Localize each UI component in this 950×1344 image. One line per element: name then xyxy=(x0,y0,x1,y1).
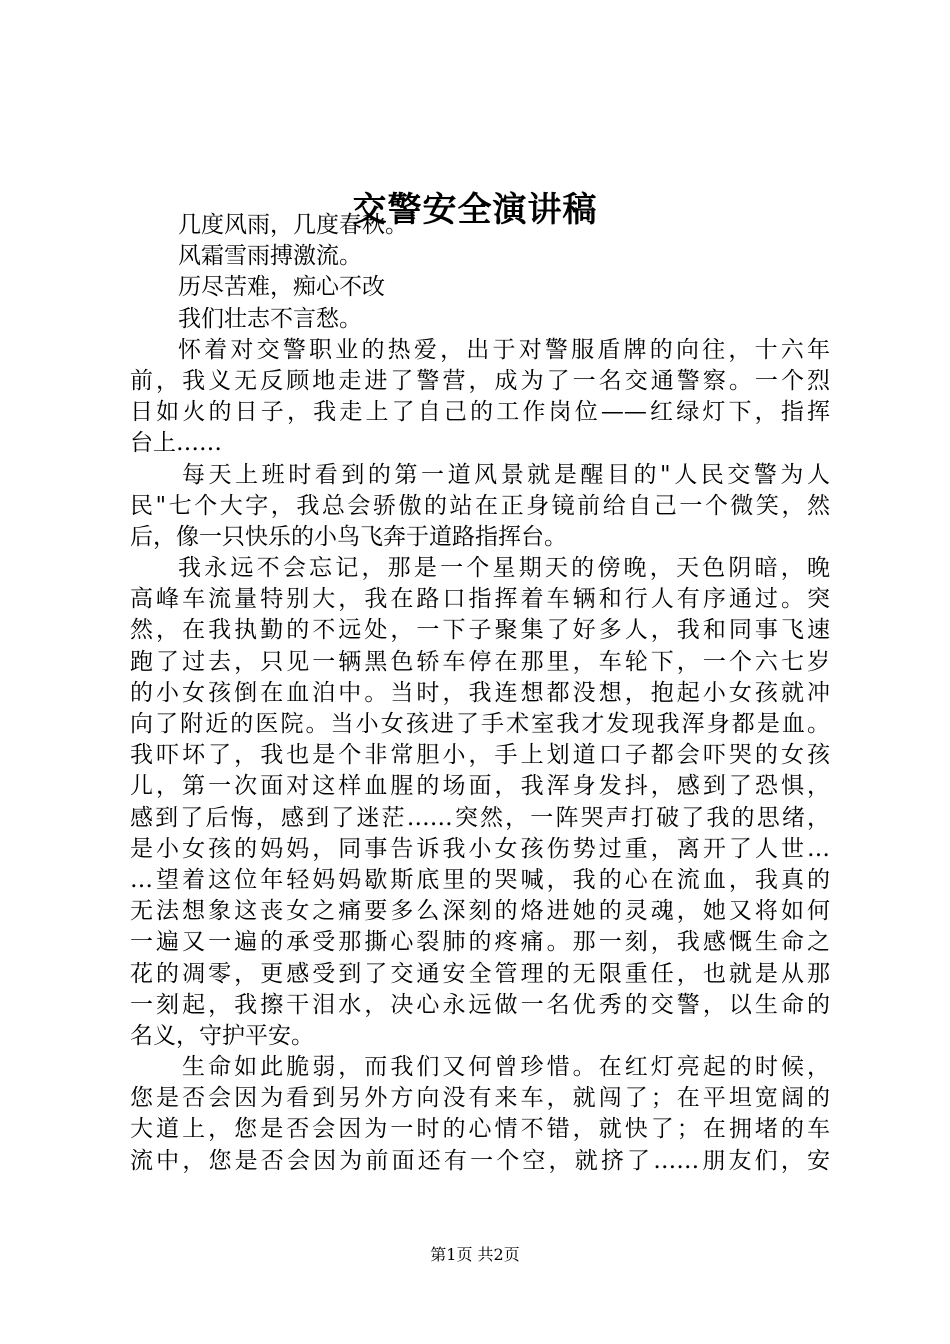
paragraph-line: 大道上，您是否会因为一时的心情不错，就快了；在拥堵的车 xyxy=(130,1116,830,1143)
page-footer: 第1页 共2页 xyxy=(430,1245,520,1264)
paragraph-line: 儿，第一次面对这样血腥的场面，我浑身发抖，感到了恐惧， xyxy=(130,773,830,800)
paragraph-line: 是小女孩的妈妈，同事告诉我小女孩伤势过重，离开了人世… xyxy=(130,835,830,862)
paragraph-line: 一遍又一遍的承受那撕心裂肺的疼痛。那一刻，我感慨生命之 xyxy=(130,929,830,956)
poem-line: 我们壮志不言愁。 xyxy=(178,305,362,332)
paragraph-line: 一刻起，我擦干泪水，决心永远做一名优秀的交警，以生命的 xyxy=(130,991,830,1018)
paragraph-line: 跑了过去，只见一辆黑色轿车停在那里，车轮下，一个六七岁 xyxy=(130,648,830,675)
paragraph-line: 的小女孩倒在血泊中。当时，我连想都没想，抱起小女孩就冲 xyxy=(130,679,830,706)
paragraph-line: 然，在我执勤的不远处，一下子聚集了好多人，我和同事飞速 xyxy=(130,617,830,644)
paragraph-line: …望着这位年轻妈妈歇斯底里的哭喊，我的心在流血，我真的 xyxy=(130,866,830,893)
document-title: 交警安全演讲稿 xyxy=(352,190,598,230)
paragraph-line: 我吓坏了，我也是个非常胆小，手上划道口子都会吓哭的女孩 xyxy=(130,742,830,769)
paragraph-line: 花的凋零，更感受到了交通安全管理的无限重任，也就是从那 xyxy=(130,960,830,987)
paragraph-line: 感到了后悔，感到了迷茫……突然，一阵哭声打破了我的思绪， xyxy=(130,804,830,831)
poem-line: 几度风雨，几度春秋。 xyxy=(178,212,408,238)
paragraph-line: 后，像一只快乐的小鸟飞奔于道路指挥台。 xyxy=(130,523,567,550)
paragraph-line: 名义，守护平安。 xyxy=(130,1022,314,1049)
paragraph-line: 民"七个大字，我总会骄傲的站在正身镜前给自己一个微笑，然 xyxy=(130,492,830,519)
document-body xyxy=(130,210,830,1177)
paragraph-line: 生命如此脆弱，而我们又何曾珍惜。在红灯亮起的时候， xyxy=(182,1054,830,1081)
paragraph-line: 向了附近的医院。当小女孩进了手术室我才发现我浑身都是血。 xyxy=(130,711,830,737)
poem-line: 风霜雪雨搏激流。 xyxy=(178,243,362,270)
paragraph-line: 无法想象这丧女之痛要多么深刻的烙进她的灵魂，她又将如何 xyxy=(130,898,830,925)
paragraph-line: 高峰车流量特别大，我在路口指挥着车辆和行人有序通过。突 xyxy=(130,586,830,613)
paragraph-line: 前，我义无反顾地走进了警营，成为了一名交通警察。一个烈 xyxy=(130,367,830,394)
paragraph-line: 台上…… xyxy=(130,430,222,457)
paragraph-line: 日如火的日子，我走上了自己的工作岗位——红绿灯下，指挥 xyxy=(130,399,830,426)
paragraph-line: 流中，您是否会因为前面还有一个空，就挤了……朋友们，安 xyxy=(130,1147,830,1174)
paragraph-line: 每天上班时看到的第一道风景就是醒目的"人民交警为人 xyxy=(182,461,830,488)
paragraph-line: 怀着对交警职业的热爱，出于对警服盾牌的向往，十六年 xyxy=(178,336,830,363)
paragraph-line: 我永远不会忘记，那是一个星期天的傍晚，天色阴暗，晚 xyxy=(178,555,830,582)
poem-line: 历尽苦难，痴心不改 xyxy=(178,274,385,301)
paragraph-line: 您是否会因为看到另外方向没有来车，就闯了；在平坦宽阔的 xyxy=(130,1085,830,1112)
